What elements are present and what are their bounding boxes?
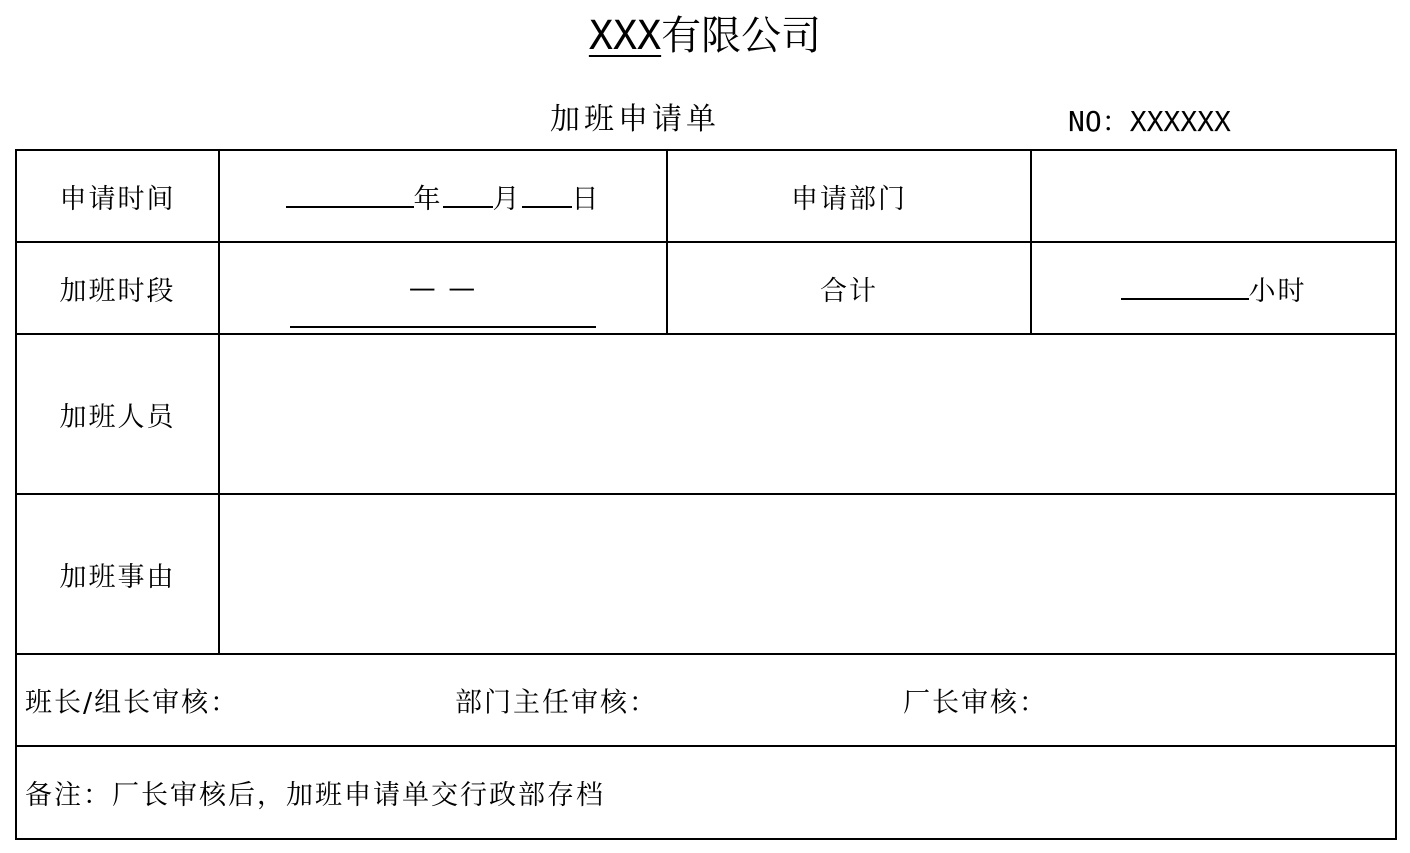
hours-blank[interactable] bbox=[1121, 269, 1249, 299]
apply-time-label: 申请时间 bbox=[16, 150, 219, 242]
period-underline bbox=[290, 326, 596, 328]
row-note bbox=[16, 746, 1396, 839]
row-staff bbox=[16, 334, 1396, 494]
day-label: 日 bbox=[571, 183, 601, 215]
department-label: 申请部门 bbox=[667, 150, 1031, 242]
department-field[interactable] bbox=[1031, 150, 1396, 242]
total-label: 合计 bbox=[667, 242, 1031, 334]
apply-time-field[interactable] bbox=[219, 150, 667, 242]
dept-head-approval-label: 部门主任审核： bbox=[455, 687, 658, 719]
company-name-suffix: 有限公司 bbox=[661, 13, 822, 59]
staff-field[interactable] bbox=[219, 334, 1396, 494]
company-title bbox=[0, 8, 1410, 64]
company-name-placeholder: XXX bbox=[588, 13, 662, 59]
total-field[interactable] bbox=[1031, 242, 1396, 334]
period-separator: — — bbox=[408, 272, 478, 304]
row-period bbox=[16, 242, 1396, 334]
period-field[interactable] bbox=[219, 242, 667, 334]
row-approvals bbox=[16, 654, 1396, 746]
reason-label: 加班事由 bbox=[16, 494, 219, 654]
note-text: 备注：厂长审核后，加班申请单交行政部存档 bbox=[16, 746, 1396, 839]
month-blank[interactable] bbox=[443, 177, 493, 207]
factory-head-approval-label: 厂长审核： bbox=[903, 687, 1048, 719]
approvals-cell bbox=[16, 654, 1396, 746]
period-range[interactable] bbox=[290, 273, 596, 304]
team-leader-approval-label: 班长/组长审核： bbox=[25, 687, 240, 719]
month-label: 月 bbox=[492, 183, 522, 215]
form-title: 加班申请单 bbox=[550, 102, 720, 137]
form-number: NO：XXXXXX bbox=[1068, 105, 1231, 138]
row-apply-time bbox=[16, 150, 1396, 242]
staff-label: 加班人员 bbox=[16, 334, 219, 494]
year-label: 年 bbox=[413, 183, 443, 215]
day-blank[interactable] bbox=[522, 177, 572, 207]
year-blank[interactable] bbox=[286, 177, 414, 207]
period-label: 加班时段 bbox=[16, 242, 219, 334]
row-reason bbox=[16, 494, 1396, 654]
reason-field[interactable] bbox=[219, 494, 1396, 654]
overtime-form-table bbox=[15, 149, 1397, 840]
hours-unit: 小时 bbox=[1248, 275, 1307, 307]
